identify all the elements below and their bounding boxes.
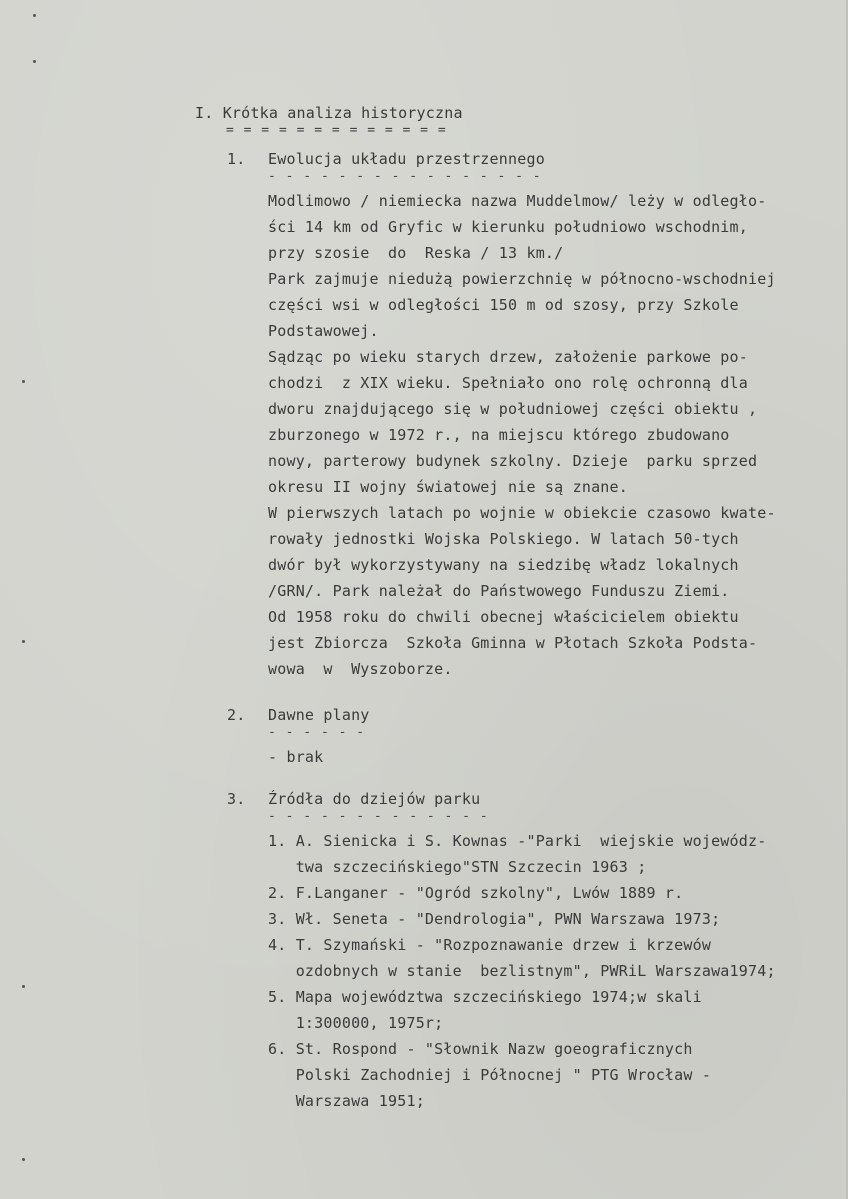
source-line: 5. Mapa województwa szczecińskiego 1974;w skali [268,988,702,1006]
source-line: Warszawa 1951; [268,1092,425,1110]
section-1-title: Ewolucja układu przestrzennego [268,150,545,168]
section-1-line: W pierwszych latach po wojnie w obiekcie czasowo kwate- [268,504,776,522]
section-1-line: /GRN/. Park należał do Państwowego Funduszu Ziemi. [268,582,730,600]
section-1-line: części wsi w odległości 150 m od szosy, przy Szkole [268,296,739,314]
section-3-number: 3. [227,790,246,808]
section-2-number: 2. [227,706,246,724]
source-line: ozdobnych w stanie bezlistnym", PWRiL Warszawa1974; [268,962,776,980]
section-1-line: dworu znajdującego się w południowej części obiektu , [268,400,758,418]
source-line: 1. A. Sienicka i S. Kownas -"Parki wiejskie wojewódz- [268,832,767,850]
margin-mark [22,380,25,383]
margin-mark [22,1158,25,1161]
margin-mark [33,14,36,17]
section-1-line: nowy, parterowy budynek szkolny. Dzieje parku sprzed [268,452,758,470]
section-1-line: Park zajmuje niedużą powierzchnię w północno-wschodniej [268,270,776,288]
section-1-line: rowały jednostki Wojska Polskiego. W latach 50-tych [268,530,739,548]
section-1-line: dwór był wykorzystywany na siedzibę władz lokalnych [268,556,739,574]
section-1-line: Podstawowej. [268,322,379,340]
margin-mark [33,60,36,63]
section-3-underline: - - - - - - - - - - - - - [268,809,489,824]
section-1-line: jest Zbiorcza Szkoła Gminna w Płotach Szkoła Podsta- [268,634,758,652]
section-1-number: 1. [227,150,246,168]
source-line: 4. T. Szymański - "Rozpoznawanie drzew i krzewów [268,936,712,954]
source-line: 3. Wł. Seneta - "Dendrologia", PWN Warszawa 1973; [268,910,721,928]
section-1-line: ści 14 km od Gryfic w kierunku południowo wschodnim, [268,218,748,236]
margin-mark [22,985,25,988]
source-line: 2. F.Langaner - "Ogród szkolny", Lwów 1889 r. [268,884,684,902]
document-title: I. Krótka analiza historyczna [195,104,463,122]
section-1-line: Sądząc po wieku starych drzew, założenie parkowe po- [268,348,748,366]
source-line: Polski Zachodniej i Północnej " PTG Wrocław - [268,1066,712,1084]
section-1-line: okresu II wojny światowej nie są znane. [268,478,628,496]
section-1-line: Modlimowo / niemiecka nazwa Muddelmow/ leży w odległo- [268,192,767,210]
section-3-title: Źródła do dziejów parku [268,790,481,808]
section-1-underline: - - - - - - - - - - - - - - - - [268,169,542,184]
section-1-line: chodzi z XIX wieku. Spełniało ono rolę ochronną dla [268,374,748,392]
title-underline: = = = = = = = = = = = = = [226,123,447,138]
section-2-content: - brak [268,748,324,766]
section-1-line: przy szosie do Reska / 13 km./ [268,244,564,262]
source-line: twa szczecińskiego"STN Szczecin 1963 ; [268,858,647,876]
margin-mark [22,640,25,643]
section-2-title: Dawne plany [268,706,370,724]
section-2-underline: - - - - - - [268,725,366,740]
section-1-line: wowa w Wyszoborze. [268,660,453,678]
source-line: 6. St. Rospond - "Słownik Nazw goeograficznych [268,1040,693,1058]
section-1-line: Od 1958 roku do chwili obecnej właścicielem obiektu [268,608,739,626]
section-1-line: zburzonego w 1972 r., na miejscu którego zbudowano [268,426,730,444]
source-line: 1:300000, 1975r; [268,1014,444,1032]
